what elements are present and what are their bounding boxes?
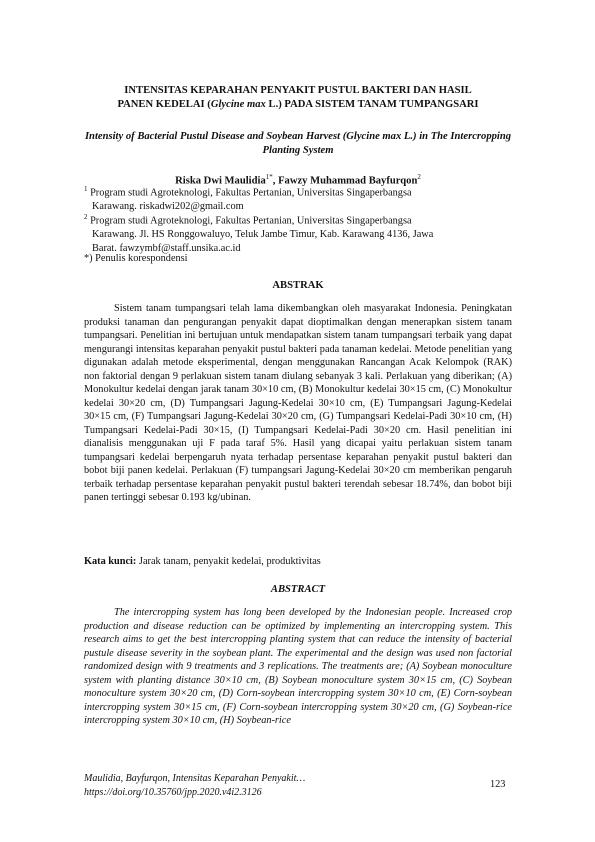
affiliation-2-line2: Karawang. Jl. HS Ronggowaluyo, Teluk Jambe Timur, Kab. Karawang 4136, Jawa [92, 229, 434, 241]
abstract-body: The intercropping system has long been developed by the Indonesian people. Increased crop production and disease reduction can be optimized by implementing an intercropping system. This research aims to get the best intercropping planting system that can reduce the intensity of bacterial pustule disease severity in the soybean plant. The experimental and the design was used non factorial randomized design with 9 treatments and 3 replications. The treatments are; (A) Soybean monoculture system with planting distance 30×10 cm, (B) Soybean monoculture system 30×15 cm, (C) Soybean monoculture system 30×20 cm, (D) Corn-soybean intercropping system 30×10 cm, (E) Corn-soybean intercropping system 30×15 cm, (F) Corn-soybean intercropping system 30×20 cm, (G) Soybean-rice intercropping system 30×10 cm, (H) Soybean-rice [84, 607, 512, 726]
keywords [84, 556, 512, 567]
title-line-2-end: L.) PADA SISTEM TANAM TUMPANGSARI [265, 99, 479, 110]
author-1: Riska Dwi Maulidia [175, 175, 266, 187]
author-separator: , [272, 175, 279, 187]
affiliation-2-line1: Program studi Agroteknologi, Fakultas Pertanian, Universitas Singaperbangsa [90, 215, 412, 227]
abstrak-heading: ABSTRAK [272, 280, 324, 291]
keywords-text: Jarak tanam, penyakit kedelai, produktivitas [136, 556, 321, 567]
page-footer [84, 772, 305, 800]
affiliation-2-num: 2 [84, 213, 88, 221]
title-species: Glycine max [210, 99, 266, 110]
affiliation-2-line3: Barat. fawzymbf@staff.unsika.ac.id [92, 243, 241, 255]
footer-doi-link[interactable]: https://doi.org/10.35760/jpp.2020.v4i2.3126 [84, 787, 262, 798]
abstrak-body: Sistem tanam tumpangsari telah lama dikembangkan oleh masyarakat Indonesia. Peningkatan produksi tanaman dan pengurangan penyakit dapat dioptimalkan dengan menerapkan sistem tanam tumpangsari. Penelitian ini bertujuan untuk mendapatkan sistem tanam tumpangsari terbaik yang dapat mengurangi intensitas keparahan penyakit pustul bakteri pada tanaman kedelai. Metode penelitian yang digunakan adalah metode eksperimental, dengan menggunakan Rancangan Acak Kelompok (RAK) non faktorial dengan 9 perlakuan sistem tanam diulang sebanyak 3 kali. Perlakuan yang diberikan; (A) Monokultur kedelai dengan jarak tanam 30×10 cm, (B) Monokultur kedelai 30×15 cm, (C) Monokultur kedelai 30×20 cm, (D) Tumpangsari Jagung-Kedelai 30×10 cm, (E) Tumpangsari Jagung-Kedelai 30×15 cm, (F) Tumpangsari Jagung-Kedelai 30×20 cm, (G) Tumpangsari Kedelai-Padi 30×10 cm, (H) Tumpangsari Kedelai-Padi 30×15, (I) Tumpangsari Kedelai-Padi 30×20 cm. Hasil penelitian ini dianalisis menggunakan uji F pada taraf 5%. Hasil yang dicapai yaitu perlakuan sistem tanam tumpangsari kedelai berpengaruh nyata terhadap persentase keparahan penyakit pustul bakteri dan bobot biji panen kedelai. Perlakuan (F) tumpangsari Jagung-Kedelai 30×20 cm memberikan pengaruh terbaik terhadap persentase keparahan penyakit pustul bakteri terendah sebesar 18.74%, dan bobot biji panen tertinggi sebesar 0.193 kg/ubinan. [84, 303, 512, 503]
author-1-affil: 1* [265, 173, 273, 181]
keywords-label: Kata kunci: [84, 556, 137, 567]
abstract-heading: ABSTRACT [270, 584, 326, 595]
title-line-2 [84, 98, 512, 112]
affiliation-2 [84, 210, 512, 256]
title-line-2-start: PANEN KEDELAI ( [117, 99, 211, 110]
correspondence-note: *) Penulis korespondensi [84, 253, 188, 264]
author-2-affil: 2 [417, 173, 421, 181]
author-2: Fawzy Muhammad Bayfurqon [278, 175, 418, 187]
title-line-1: INTENSITAS KEPARAHAN PENYAKIT PUSTUL BAKTERI DAN HASIL [124, 85, 472, 96]
paper-title [84, 84, 512, 112]
affiliation-1-num: 1 [84, 185, 88, 193]
footer-citation: Maulidia, Bayfurqon, Intensitas Keparahan Penyakit… [84, 773, 306, 784]
page-number: 123 [490, 779, 506, 790]
english-title: Intensity of Bacterial Pustul Disease and Soybean Harvest (Glycine max L.) in The Intercropping Planting System [84, 131, 512, 156]
affiliation-1-line2: Karawang. riskadwi202@gmail.com [92, 201, 244, 213]
affiliation-1-line1: Program studi Agroteknologi, Fakultas Pertanian, Universitas Singaperbangsa [90, 187, 412, 199]
